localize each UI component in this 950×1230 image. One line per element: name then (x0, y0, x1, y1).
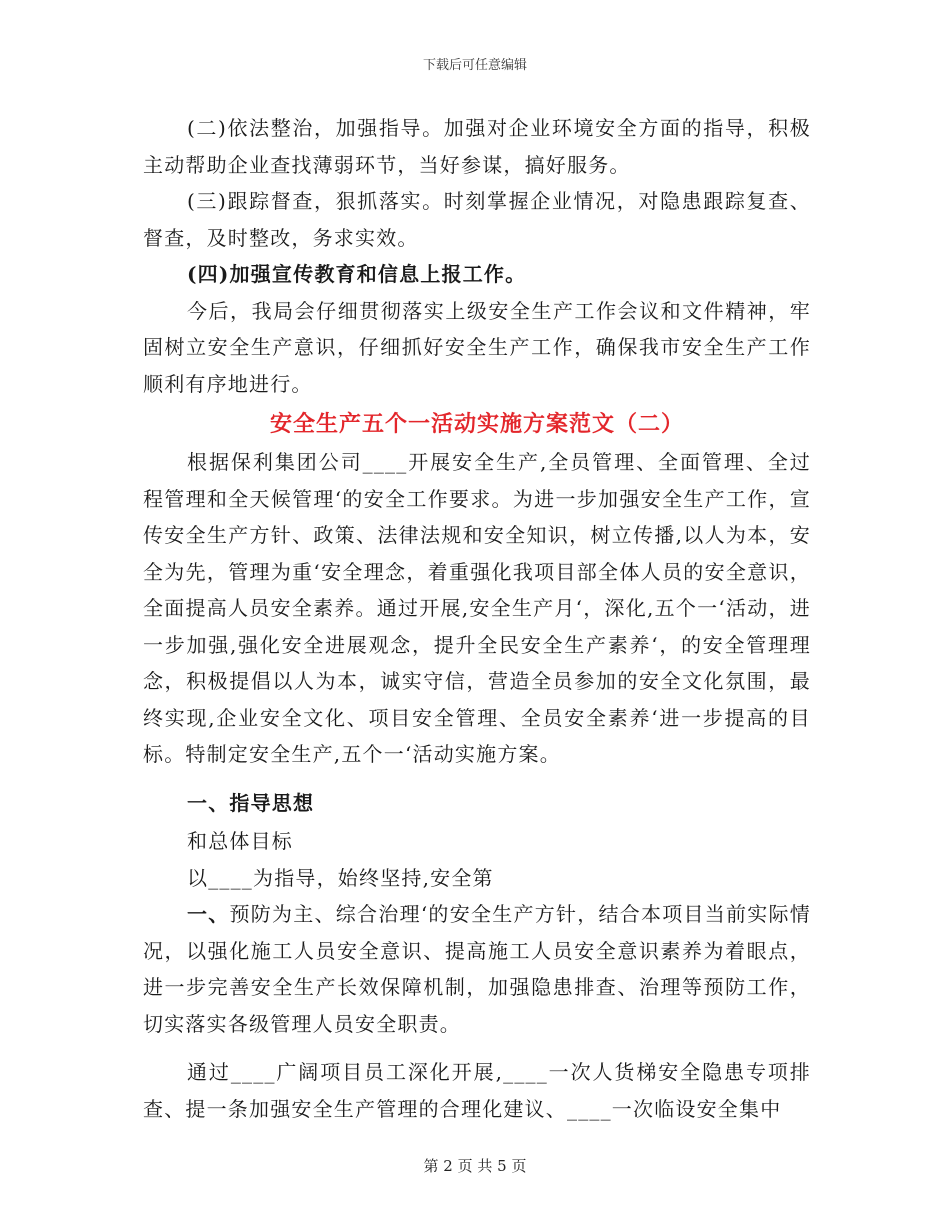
page-header: 下载后可任意编辑 (422, 58, 527, 73)
paragraph-policy (143, 896, 811, 1042)
paragraph-publicity-heading: (四)加强宣传教育和信息上报工作。 (187, 262, 527, 286)
section-title: 安全生产五个一活动实施方案范文（二） (269, 411, 684, 437)
heading-guiding-ideology: 一、指导思想 (187, 790, 315, 815)
policy-text: 预防为主、综合治理‘的安全生产方针，结合本项目当前实际情况，以强化施工人员安全意识、提高施工人员安全意识素养为着眼点，进一步完善安全生产长效保障机制，加强隐患排查、治理等预防工作，切实落实各级管理人员安全职责。 (143, 902, 811, 1036)
paragraph-guide: 以____为指导，始终坚持,安全第 (187, 865, 494, 890)
page-footer: 第 2 页 共 5 页 (423, 1157, 527, 1175)
paragraph-intro: 根据保利集团公司____开展安全生产,全员管理、全面管理、全过程管理和全天候管理‘的安全工作要求。为进一步加强安全生产工作，宣传安全生产方针、政策、法律法规和安全知识，树立传播,以人为本，安全为先，管理为重‘安全理念，着重强化我项目部全体人员的安全意识，全面提高人员安全素养。通过开展,安全生产月‘，深化,五个一‘活动，进一步加强,强化安全进展观念，提升全民安全生产素养‘，的安全管理理念，积极提倡以人为本，诚实守信，营造全员参加的安全文化氛围，最终实现,企业安全文化、项目安全管理、全员安全素养‘进一步提高的目标。特制定安全生产,五个一‘活动实施方案。 (143, 450, 811, 766)
paragraph-tracking: (三)跟踪督查，狠抓落实。时刻掌握企业情况，对隐患跟踪复查、督查，及时整改，务求实效。 (143, 189, 811, 250)
paragraph-guidance: (二)依法整治，加强指导。加强对企业环境安全方面的指导，积极主动帮助企业查找薄弱环节，当好参谋，搞好服务。 (143, 116, 811, 177)
policy-lead: 一、 (187, 902, 230, 926)
paragraph-activities: 通过____广阔项目员工深化开展,____一次人货梯安全隐患专项排查、提一条加强安全生产管理的合理化建议、____一次临设安全集中 (143, 1060, 811, 1121)
paragraph-conclusion: 今后，我局会仔细贯彻落实上级安全生产工作会议和文件精神，牢固树立安全生产意识，仔细抓好安全生产工作，确保我市安全生产工作顺利有序地进行。 (143, 298, 811, 396)
document-body (143, 110, 811, 1127)
paragraph-overall-goal: 和总体目标 (187, 829, 293, 853)
